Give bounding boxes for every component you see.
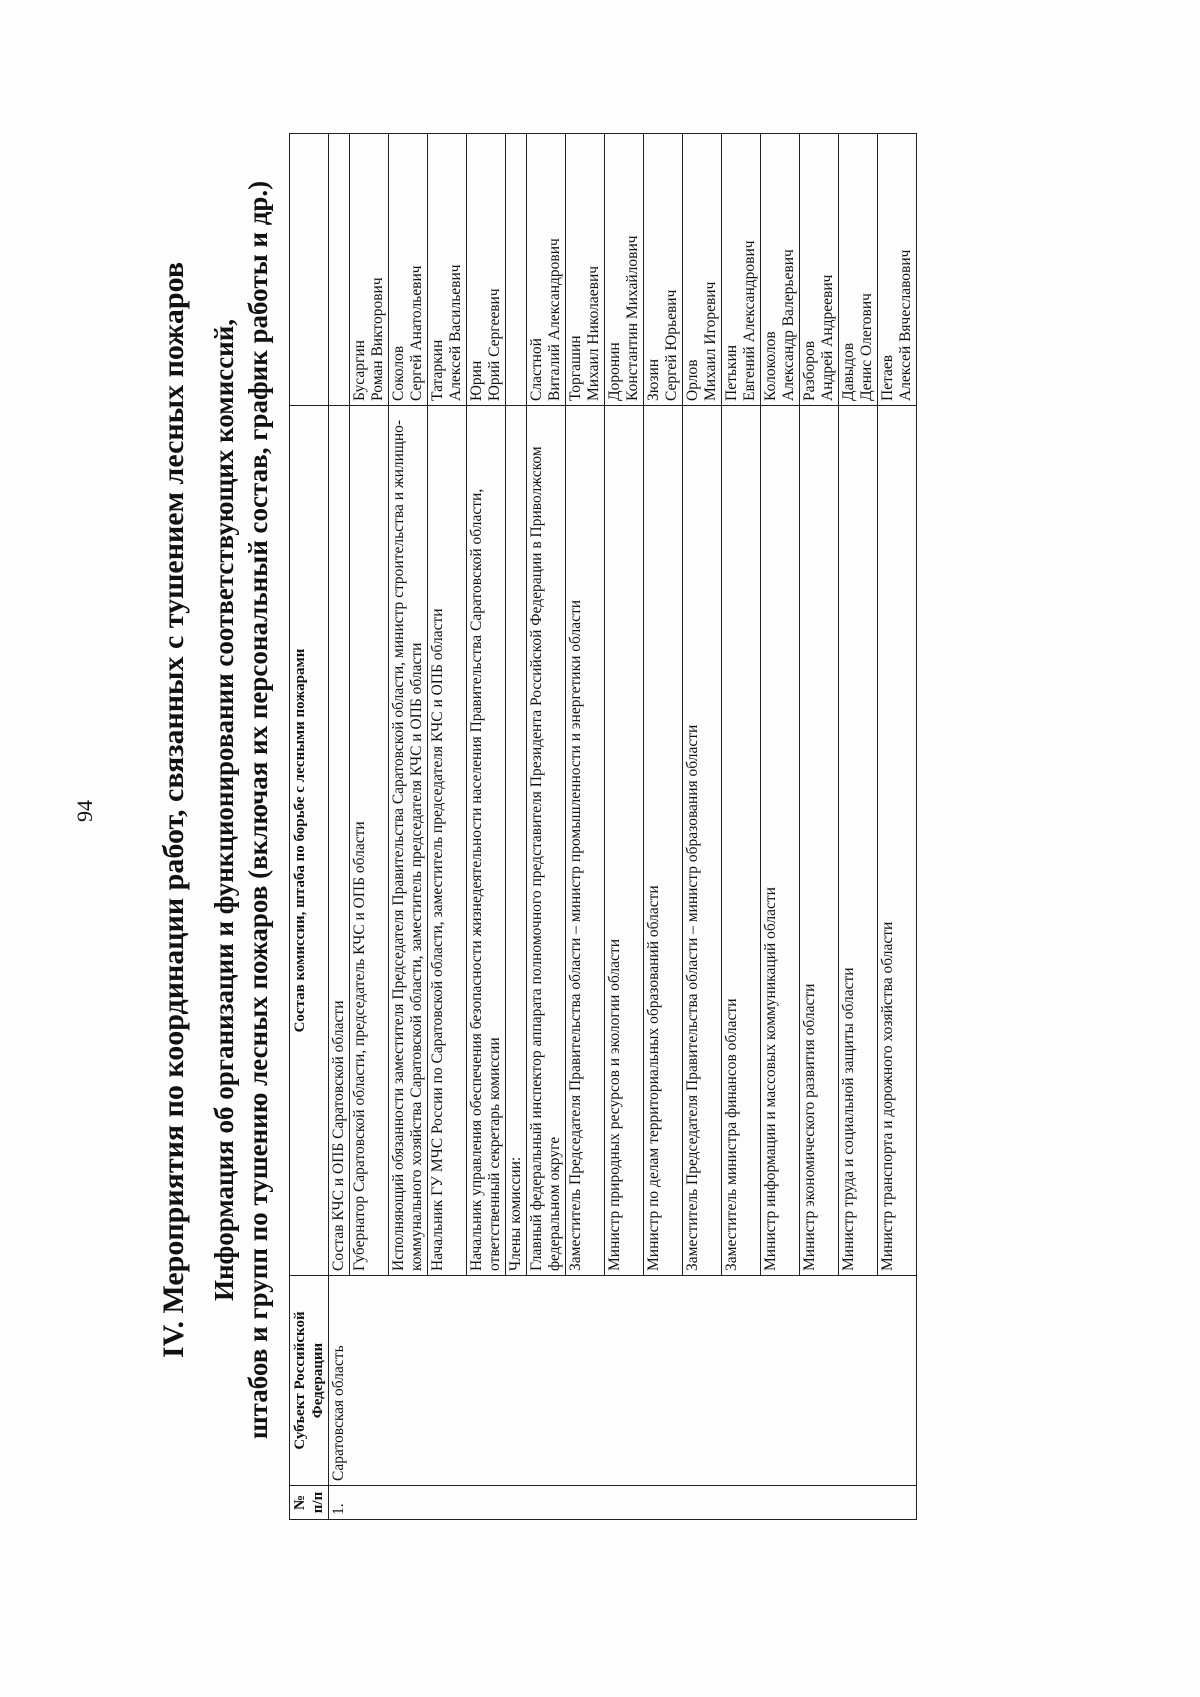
member-given-names: Денис Олегович bbox=[858, 293, 875, 401]
member-surname: Доронин bbox=[606, 342, 623, 401]
table-body bbox=[329, 134, 917, 1520]
member-name-cell bbox=[527, 134, 566, 406]
rotated-content bbox=[155, 100, 1085, 1520]
member-given-names: Евгений Александрович bbox=[741, 240, 758, 401]
member-name-cell bbox=[800, 134, 839, 406]
member-name-cell bbox=[506, 134, 527, 406]
subject-cell: Саратовская область bbox=[329, 1276, 917, 1486]
member-surname: Юрин bbox=[468, 360, 485, 401]
member-name-cell bbox=[722, 134, 761, 406]
member-given-names: Сергей Анатольевич bbox=[408, 265, 425, 401]
member-name-cell bbox=[350, 134, 389, 406]
member-name-cell bbox=[566, 134, 605, 406]
position-cell: Начальник ГУ МЧС России по Саратовской области, заместитель председателя КЧС и ОПБ области bbox=[428, 406, 467, 1276]
member-name-cell bbox=[605, 134, 644, 406]
member-surname: Зюзин bbox=[645, 358, 662, 401]
member-surname: Петаев bbox=[879, 354, 896, 401]
member-given-names: Михаил Игоревич bbox=[702, 281, 719, 401]
position-cell: Заместитель Председателя Правительства области – министр образования области bbox=[683, 406, 722, 1276]
table-row bbox=[329, 134, 350, 1520]
member-surname: Сластной bbox=[528, 338, 545, 401]
member-surname: Давыдов bbox=[840, 342, 857, 401]
position-cell: Заместитель министра финансов области bbox=[722, 406, 761, 1276]
position-cell: Министр природных ресурсов и экологии области bbox=[605, 406, 644, 1276]
position-cell: Министр труда и социальной защиты области bbox=[839, 406, 878, 1276]
member-given-names: Александр Валерьевич bbox=[780, 249, 797, 401]
member-given-names: Алексей Вячеславович bbox=[897, 249, 914, 401]
position-cell: Заместитель Председателя Правительства области – министр промышленности и энергетики области bbox=[566, 406, 605, 1276]
position-cell: Министр экономического развития области bbox=[800, 406, 839, 1276]
member-surname: Разборов bbox=[801, 340, 818, 401]
position-cell: Главный федеральный инспектор аппарата полномочного представителя Президента Российской Федерации в Приволжском федеральном округе bbox=[527, 406, 566, 1276]
position-cell: Губернатор Саратовской области, председатель КЧС и ОПБ области bbox=[350, 406, 389, 1276]
member-given-names: Виталий Александрович bbox=[546, 238, 563, 401]
member-given-names: Константин Михайлович bbox=[624, 235, 641, 401]
member-surname: Петькин bbox=[723, 344, 740, 401]
member-name-cell bbox=[644, 134, 683, 406]
subtitle-line-2: штабов и групп по тушению лесных пожаров (включая их персональный состав, график работы и др.) bbox=[243, 180, 273, 1440]
position-cell: Начальник управления обеспечения безопасности жизнедеятельности населения Правительства Саратовской области, ответственный секретарь комиссии bbox=[467, 406, 506, 1276]
member-given-names: Юрий Сергеевич bbox=[486, 288, 503, 401]
subtitle-line-1: Информация об организации и функционировании соответствующих комиссий, bbox=[209, 318, 239, 1302]
member-surname: Торгашин bbox=[567, 335, 584, 401]
header-subject: Субъект Российской Федерации bbox=[290, 1276, 329, 1486]
member-name-cell bbox=[839, 134, 878, 406]
member-surname: Колоколов bbox=[762, 331, 779, 401]
position-cell: Члены комиссии: bbox=[506, 406, 527, 1276]
position-cell: Министр информации и массовых коммуникаций области bbox=[761, 406, 800, 1276]
member-given-names: Роман Викторович bbox=[369, 277, 386, 401]
page-number: 94 bbox=[72, 800, 97, 822]
member-name-cell bbox=[878, 134, 917, 406]
member-name-cell bbox=[761, 134, 800, 406]
commission-table bbox=[289, 133, 917, 1520]
section-title: IV. Мероприятия по координации работ, связанных с тушением лесных пожаров bbox=[157, 261, 190, 1359]
header-composition: Состав комиссии, штаба по борьбе с лесными пожарами bbox=[290, 406, 329, 1276]
member-name-cell bbox=[329, 134, 350, 406]
member-name-cell bbox=[428, 134, 467, 406]
member-surname: Татаркин bbox=[429, 339, 446, 401]
member-given-names: Михаил Николаевич bbox=[585, 265, 602, 401]
row-number: 1. bbox=[329, 1486, 917, 1520]
position-cell: Министр транспорта и дорожного хозяйства области bbox=[878, 406, 917, 1276]
header-name bbox=[290, 134, 329, 406]
header-num: № п/п bbox=[290, 1486, 329, 1520]
position-cell: Исполняющий обязанности заместителя Председателя Правительства Саратовской области, министр строительства и жилищно-коммунального хозяйства Саратовской области, заместитель председателя КЧС и ОПБ области bbox=[389, 406, 428, 1276]
position-cell: Состав КЧС и ОПБ Саратовской области bbox=[329, 406, 350, 1276]
member-given-names: Сергей Юрьевич bbox=[663, 289, 680, 401]
member-surname: Соколов bbox=[390, 345, 407, 401]
member-name-cell bbox=[389, 134, 428, 406]
member-name-cell bbox=[467, 134, 506, 406]
table-header-row bbox=[290, 134, 329, 1520]
position-cell: Министр по делам территориальных образований области bbox=[644, 406, 683, 1276]
member-given-names: Андрей Андреевич bbox=[819, 274, 836, 401]
member-surname: Орлов bbox=[684, 359, 701, 401]
member-given-names: Алексей Васильевич bbox=[447, 264, 464, 401]
member-name-cell bbox=[683, 134, 722, 406]
member-surname: Бусаргин bbox=[351, 340, 368, 401]
